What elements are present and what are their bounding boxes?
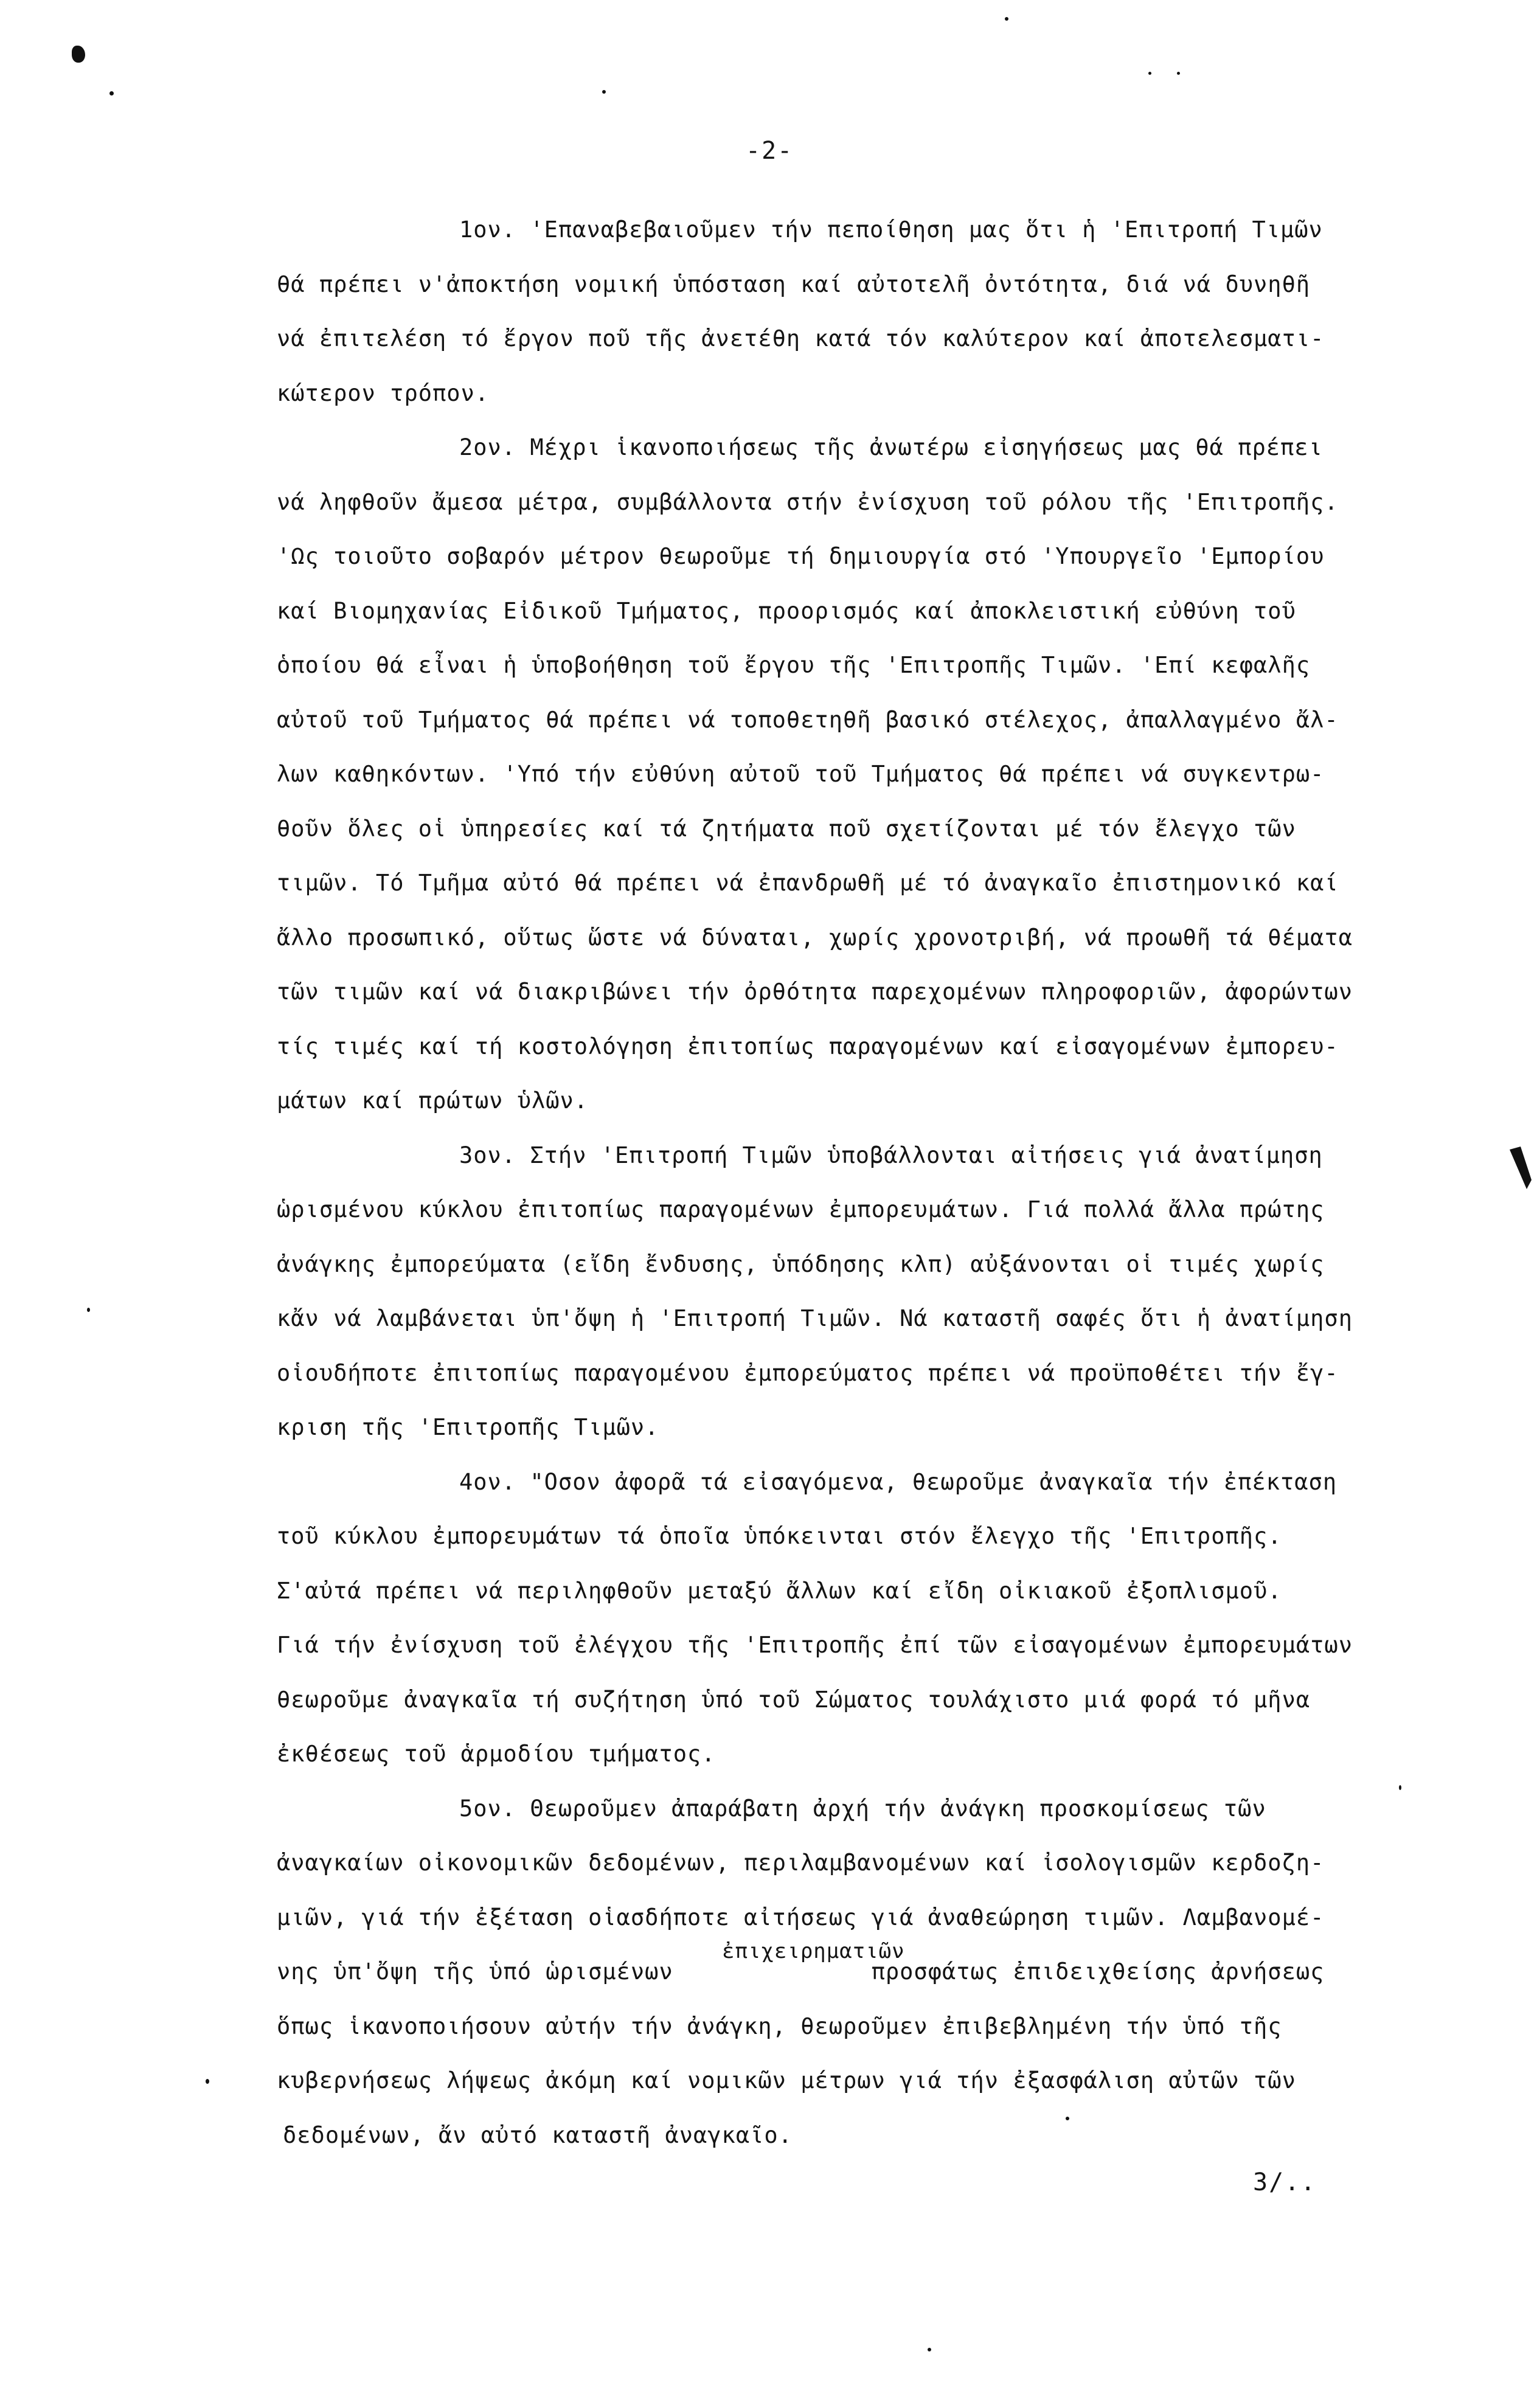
text-line: 1ον. 'Επαναβεβαιοῦμεν τήν πεποίθηση μας ὅτι ἡ 'Επιτροπή Τιμῶν: [459, 217, 1323, 243]
text-line: μιῶν, γιά τήν ἐξέταση οἱασδήποτε αἰτήσεως γιά ἀναθεώρηση τιμῶν. Λαμβανομέ-: [277, 1904, 1325, 1931]
paragraph-3: [277, 1128, 1457, 1455]
text-line: νά ἐπιτελέση τό ἔργον ποῦ τῆς ἀνετέθη κατά τόν καλύτερον καί ἀποτελεσματι-: [277, 325, 1325, 352]
text-line: ἄλλο προσωπικό, οὕτως ὥστε νά δύναται, χωρίς χρονοτριβή, νά προωθῆ τά θέματα: [277, 924, 1353, 951]
text-line: 2ον. Μέχρι ἱκανοποιήσεως τῆς ἀνωτέρω εἰσηγήσεως μας θά πρέπει: [459, 434, 1323, 460]
scan-speck: [1148, 72, 1151, 75]
text-line: οἱουδήποτε ἐπιτοπίως παραγομένου ἐμπορεύματος πρέπει νά προϋποθέτει τήν ἔγ-: [277, 1359, 1339, 1386]
paragraph-1: [277, 203, 1457, 420]
text-line: τίς τιμές καί τή κοστολόγηση ἐπιτοπίως παραγομένων καί εἰσαγομένων ἐμπορευ-: [277, 1033, 1339, 1060]
text-line: θεωροῦμε ἀναγκαῖα τή συζήτηση ὑπό τοῦ Σώματος τουλάχιστο μιά φορά τό μῆνα: [277, 1686, 1311, 1713]
scan-speck: [87, 1308, 90, 1312]
text-line: αὐτοῦ τοῦ Τμήματος θά πρέπει νά τοποθετηθῆ βασικό στέλεχος, ἀπαλλαγμένο ἄλ-: [277, 706, 1339, 733]
text-line: ὅπως ἱκανοποιήσουν αὐτήν τήν ἀνάγκη, θεωροῦμεν ἐπιβεβλημένη τήν ὑπό τῆς: [277, 2013, 1282, 2039]
text-line: μάτων καί πρώτων ὑλῶν.: [277, 1088, 589, 1114]
text-line: 'Ως τοιοῦτο σοβαρόν μέτρον θεωροῦμε τή δημιουργία στό 'Υπουργεῖο 'Εμπορίου: [277, 543, 1325, 569]
text-line: τῶν τιμῶν καί νά διακριβώνει τήν ὀρθότητα παρεχομένων πληροφοριῶν, ἀφορώντων: [277, 979, 1353, 1005]
text-line: κριση τῆς 'Επιτροπῆς Τιμῶν.: [277, 1414, 659, 1440]
text-line: ἀναγκαίων οἰκονομικῶν δεδομένων, περιλαμβανομένων καί ἰσολογισμῶν κερδοζη-: [277, 1850, 1325, 1876]
paragraph-4: [277, 1455, 1457, 1782]
text-line: νης ὑπ'ὄψη τῆς ὑπό ὡρισμένων προσφάτως ἐπιδειχθείσης ἀρνήσεως: [277, 1959, 1325, 1985]
text-line: ἐκθέσεως τοῦ ἁρμοδίου τμήματος.: [277, 1741, 716, 1767]
text-line: Σ'αὐτά πρέπει νά περιληφθοῦν μεταξύ ἄλλων καί εἴδη οἰκιακοῦ ἐξοπλισμοῦ.: [277, 1577, 1282, 1604]
scan-speck: [1177, 72, 1180, 75]
text-line: Γιά τήν ἐνίσχυση τοῦ ἐλέγχου τῆς 'Επιτροπῆς ἐπί τῶν εἰσαγομένων ἐμπορευμάτων: [277, 1632, 1353, 1658]
text-line: 5ον. Θεωροῦμεν ἀπαράβατη ἀρχή τήν ἀνάγκη προσκομίσεως τῶν: [459, 1795, 1266, 1822]
scan-speck: [206, 2079, 209, 2084]
text-line: 3ον. Στήν 'Επιτροπή Τιμῶν ὑποβάλλονται αἰτήσεις γιά ἀνατίμηση: [459, 1142, 1323, 1168]
continuation-marker: 3/..: [1253, 2168, 1317, 2196]
scan-speck: [928, 2348, 931, 2351]
text-line: δεδομένων, ἄν αὐτό καταστῆ ἀναγκαῖο.: [283, 2122, 793, 2148]
text-line: κώτερον τρόπον.: [277, 380, 490, 406]
text-line: λων καθηκόντων. 'Υπό τήν εὐθύνη αὐτοῦ τοῦ Τμήματος θά πρέπει νά συγκεντρω-: [277, 761, 1325, 787]
text-line: ὡρισμένου κύκλου ἐπιτοπίως παραγομένων ἐμπορευμάτων. Γιά πολλά ἄλλα πρώτης: [277, 1196, 1325, 1223]
text-line: θοῦν ὅλες οἱ ὑπηρεσίες καί τά ζητήματα ποῦ σχετίζονται μέ τόν ἔλεγχο τῶν: [277, 815, 1296, 842]
text-line: ὁποίου θά εἶναι ἡ ὑποβοήθηση τοῦ ἔργου τῆς 'Επιτροπῆς Τιμῶν. 'Επί κεφαλῆς: [277, 652, 1311, 678]
text-line: τοῦ κύκλου ἐμπορευμάτων τά ὁποῖα ὑπόκεινται στόν ἔλεγχο τῆς 'Επιτροπῆς.: [277, 1523, 1282, 1549]
text-line: κυβερνήσεως λήψεως ἀκόμη καί νομικῶν μέτρων γιά τήν ἐξασφάλιση αὐτῶν τῶν: [277, 2067, 1296, 2094]
paragraph-5: [277, 1782, 1457, 2163]
scan-speck: [602, 90, 606, 94]
scan-speck: [72, 46, 85, 63]
scan-speck: [1005, 17, 1008, 21]
text-line: νά ληφθοῦν ἄμεσα μέτρα, συμβάλλοντα στήν ἐνίσχυση τοῦ ρόλου τῆς 'Επιτροπῆς.: [277, 488, 1339, 515]
document-body: [277, 203, 1457, 2162]
scan-speck: [109, 91, 114, 95]
binding-mark-icon: [1508, 1143, 1533, 1192]
text-line: 4ον. "Οσον ἀφορᾶ τά εἰσαγόμενα, θεωροῦμε ἀναγκαῖα τήν ἐπέκταση: [459, 1468, 1338, 1495]
text-line: ἀνάγκης ἐμπορεύματα (εἴδη ἔνδυσης, ὑπόδησης κλπ) αὐξάνονται οἱ τιμές χωρίς: [277, 1251, 1325, 1277]
handwritten-insertion: ἐπιχειρηματιῶν: [722, 1939, 905, 1963]
text-line: θά πρέπει ν'ἀποκτήση νομική ὑπόσταση καί αὐτοτελῆ ὀντότητα, διά νά δυνηθῆ: [277, 271, 1311, 297]
text-line: τιμῶν. Τό Τμῆμα αὐτό θά πρέπει νά ἐπανδρωθῆ μέ τό ἀναγκαῖο ἐπιστημονικό καί: [277, 870, 1339, 896]
paragraph-2: [277, 420, 1457, 1128]
text-line: καί Βιομηχανίας Εἰδικοῦ Τμήματος, προορισμός καί ἀποκλειστική εὐθύνη τοῦ: [277, 597, 1296, 624]
page-number: -2-: [746, 137, 794, 165]
text-line: κἄν νά λαμβάνεται ὑπ'ὄψη ἡ 'Επιτροπή Τιμῶν. Νά καταστῆ σαφές ὅτι ἡ ἀνατίμηση: [277, 1305, 1353, 1331]
